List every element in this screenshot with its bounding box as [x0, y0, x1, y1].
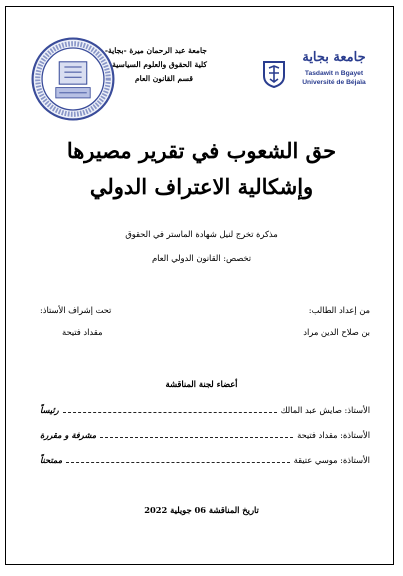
- department-name: قسم القانون العام: [134, 74, 194, 83]
- logo-line1: Tasdawit n Bgayet: [304, 70, 364, 77]
- prepared-by-label: من إعداد الطالب:: [308, 305, 370, 315]
- university-name: جامعة عبد الرحمان ميرة -بجاية-: [104, 46, 207, 55]
- supervisor-name: مقداد فتيحة: [62, 327, 103, 337]
- shield-emblem-icon: [262, 60, 286, 88]
- committee-member-row: [40, 430, 370, 440]
- member-name: الأستاذة: موسي عتيقة: [293, 455, 370, 465]
- thesis-subtitle: مذكرة تخرج لنيل شهادة الماستر في الحقوق: [125, 229, 278, 239]
- dotted-leader: [63, 405, 277, 413]
- committee-title: أعضاء لجنة المناقشة: [165, 379, 238, 389]
- thesis-title-line2: وإشكالية الاعتراف الدولي: [89, 174, 314, 199]
- university-bejaia-logo: [262, 52, 380, 94]
- university-info: [104, 44, 207, 86]
- dotted-leader: [100, 430, 293, 438]
- thesis-specialty: تخصص: القانون الدولي العام: [151, 253, 252, 263]
- defense-date: تاريخ المناقشة 06 جويلية 2022: [144, 505, 259, 515]
- thesis-title-line1: حق الشعوب في تقرير مصيرها: [66, 138, 337, 163]
- dotted-leader: [66, 455, 290, 463]
- logo-arabic-text: جامعة بجاية: [302, 50, 366, 65]
- member-role: مشرفة و مقررة: [40, 430, 97, 440]
- faculty-name: كلية الحقوق والعلوم السياسية: [112, 60, 207, 69]
- member-role: رئيساً: [40, 405, 59, 415]
- member-name: الأستاذ: صايش عبد المالك: [280, 405, 370, 415]
- committee-member-row: [40, 405, 370, 415]
- member-role: ممتحناً: [40, 455, 63, 465]
- logo-line2: Université de Béjaïa: [302, 79, 366, 86]
- university-seal-logo: [30, 36, 116, 122]
- member-name: الأستاذة: مقداد فتيحة: [297, 430, 370, 440]
- supervisor-label: تحت إشراف الأستاذ:: [40, 305, 112, 315]
- student-name: بن صلاح الدين مراد: [303, 327, 370, 337]
- committee-member-row: [40, 455, 370, 465]
